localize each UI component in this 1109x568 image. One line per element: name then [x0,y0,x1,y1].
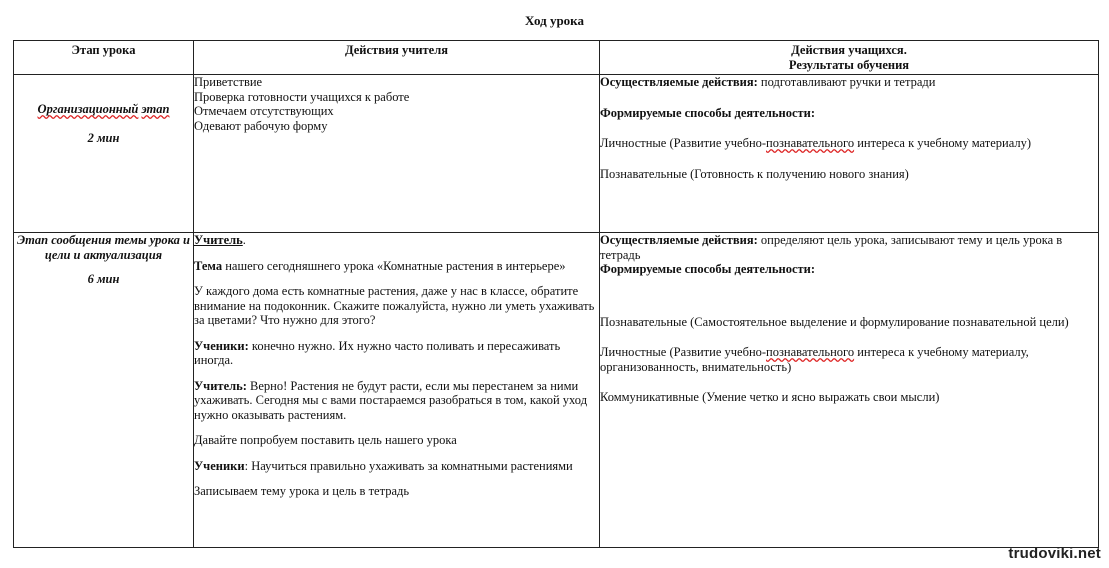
header-students [600,41,1099,75]
students-answer-1 [194,339,599,368]
personal-prefix: Личностные (Развитие учебно- [600,136,767,150]
header-teacher [194,41,600,75]
lesson-table [13,40,1099,548]
teacher-actions-cell [194,233,600,548]
teacher-heading [194,233,599,248]
table-row [14,233,1099,548]
stage-name [14,102,193,117]
teacher-actions-cell [194,75,600,233]
record-instruction: Записываем тему урока и цель в тетрадь [194,484,410,498]
stage-time: 2 мин [87,130,120,145]
stage-name-part2: этап [141,102,170,116]
personal-wavy: познавательного [766,136,855,150]
personal-skills [600,136,1098,151]
topic-label: Тема [194,258,223,273]
actions-paragraph [600,233,1098,262]
personal-suffix: интереса к учебному материалу, организованность, внимательность) [600,345,1029,374]
teacher-label: Учитель [194,233,243,247]
personal-prefix: Личностные (Развитие учебно- [600,345,767,359]
personal-suffix: интереса к учебному материалу) [854,136,1032,150]
header-row [14,41,1099,75]
watermark: trudoviki.net [1008,544,1101,562]
student-actions-cell [600,75,1099,233]
student-actions-cell [600,233,1099,548]
stage-name: Этап сообщения темы урока и цели и актуализация [17,233,190,262]
teacher-reply [194,379,599,423]
table-row [14,75,1099,233]
question-paragraph: У каждого дома есть комнатные растения, даже у нас в классе, обратите внимание на подоконник. Скажите пожалуйста, нужно ли уметь ухаживать за цветами? Что нужно для этого? [194,284,595,327]
teacher-line: Приветствие [194,75,263,89]
stage-cell [14,75,194,233]
header-stage [14,41,194,75]
teacher-label-end: . [242,233,246,247]
personal-wavy: познавательного [766,345,855,359]
students-label: Ученики [194,458,245,473]
actions-text: подготавливают ручки и тетради [757,75,936,89]
actions-paragraph [600,75,1098,90]
header-stage-label: Этап урока [71,43,136,57]
students-label: Ученики: [194,338,249,353]
header-students-line1: Действия учащихся. [791,43,907,57]
actions-label: Осуществляемые действия: [600,233,758,247]
methods-label: Формируемые способы деятельности: [600,262,815,276]
topic-text: нашего сегодняшнего урока «Комнатные растения в интерьере» [222,258,566,273]
stage-name-part1: Организационный [37,102,139,116]
header-students-line2: Результаты обучения [788,57,910,72]
stage-time: 6 мин [87,272,120,286]
actions-label: Осуществляемые действия: [600,75,758,89]
students-answer-2 [194,459,599,474]
communicative-skills: Коммуникативные (Умение четко и ясно выражать свои мысли) [600,390,940,404]
personal-skills [600,345,1098,374]
cognitive-skills: Познавательные (Самостоятельное выделение и формулирование познавательной цели) [600,314,1069,329]
topic-paragraph [194,259,599,274]
header-teacher-label: Действия учителя [345,43,448,57]
teacher-line: Отмечаем отсутствующих [194,104,334,118]
goal-prompt: Давайте попробуем поставить цель нашего урока [194,433,457,447]
teacher-line: Одевают рабочую форму [194,118,328,133]
cognitive-skills: Познавательные (Готовность к получению нового знания) [600,166,909,181]
methods-label: Формируемые способы деятельности: [600,105,815,120]
stage-cell [14,233,194,548]
students-text: : Научиться правильно ухаживать за комнатными растениями [244,458,573,473]
teacher-line: Проверка готовности учащихся к работе [194,89,410,104]
students-text: конечно нужно. Их нужно часто поливать и пересаживать иногда. [194,338,561,367]
teacher-label: Учитель: [194,378,247,393]
page-title: Ход урока [525,13,584,28]
teacher-text: Верно! Растения не будут расти, если мы перестанем за ними ухаживать. Сегодня мы с вами постараемся разобраться в том, какой уход нужно оказывать растениям. [194,378,588,422]
actions-text: определяют цель урока, записывают тему и цель урока в тетрадь [600,233,1063,262]
